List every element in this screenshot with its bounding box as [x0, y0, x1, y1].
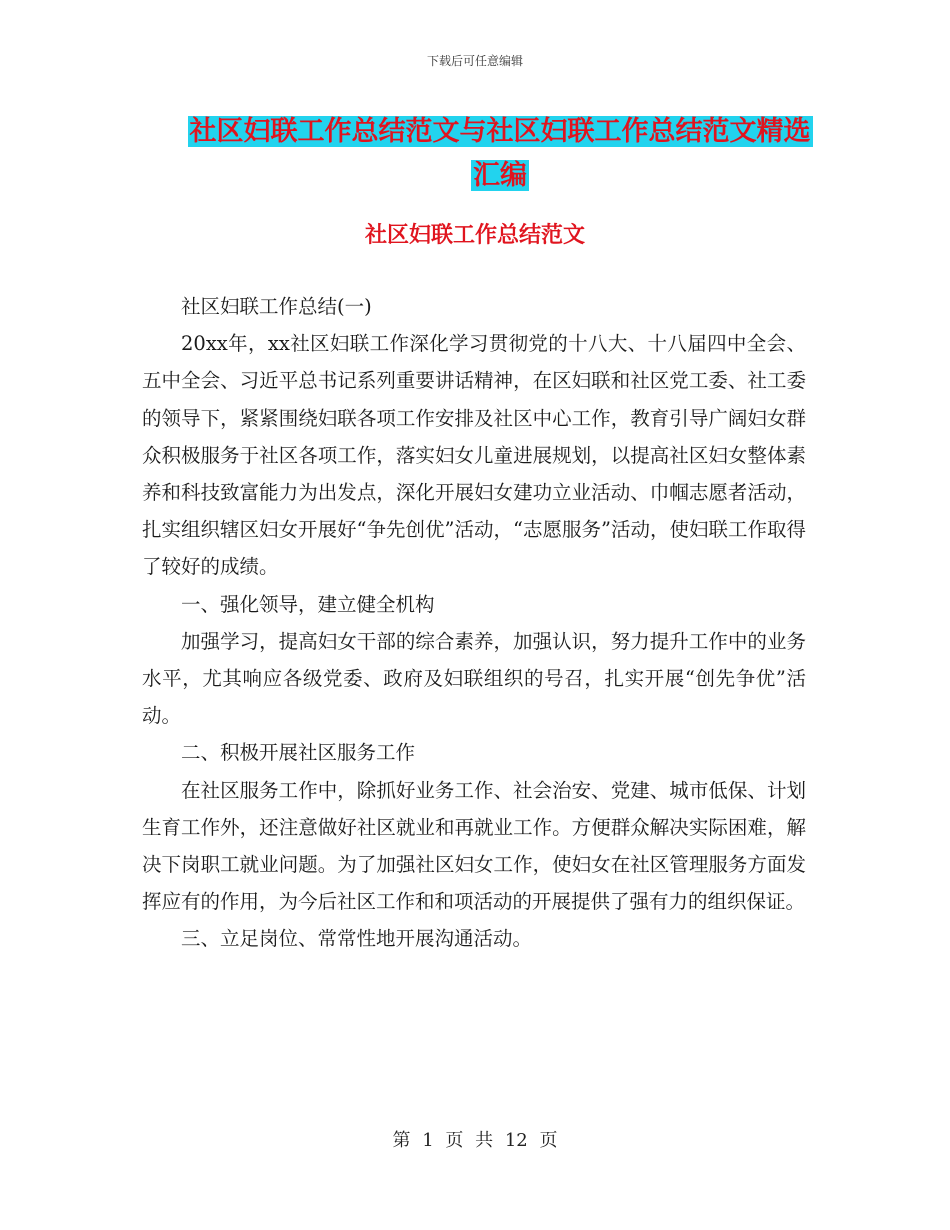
- document-title: [140, 110, 860, 198]
- heading-2: 二、积极开展社区服务工作: [181, 741, 416, 765]
- document-title-line1: 社区妇联工作总结范文与社区妇联工作总结范文精选: [189, 116, 811, 147]
- paragraph: 在社区服务工作中，除抓好业务工作、社会治安、党建、城市低保、计划生育工作外，还注意做好社区就业和再就业工作。方便群众解决实际困难，解决下岗职工就业问题。为了加强社区妇女工作，使妇女在社区管理服务方面发挥应有的作用，为今后社区工作和和项活动的开展提供了强有力的组织保证。: [142, 778, 806, 914]
- section-title: 社区妇联工作总结范文: [364, 222, 585, 248]
- document-title-line2: 汇编: [473, 160, 527, 191]
- paragraph: 加强学习，提高妇女干部的综合素养，加强认识，努力提升工作中的业务水平，尤其响应各级党委、政府及妇联组织的号召，扎实开展“创先争优”活动。: [142, 629, 806, 728]
- heading-1: 一、强化领导，建立健全机构: [181, 592, 435, 616]
- page-number: 第 1 页 共 12 页: [392, 1130, 558, 1151]
- document-body: [142, 288, 806, 958]
- paragraph: 社区妇联工作总结(一): [181, 295, 372, 318]
- heading-3: 三、立足岗位、常常性地开展沟通活动。: [181, 927, 533, 951]
- paragraph: 20xx年，xx社区妇联工作深化学习贯彻党的十八大、十八届四中全会、五中全会、习近平总书记系列重要讲话精神，在区妇联和社区党工委、社工委的领导下，紧紧围绕妇联各项工作安排及社区中心工作，教育引导广阔妇女群众积极服务于社区各项工作，落实妇女儿童进展规划，以提高社区妇女整体素养和科技致富能力为出发点，深化开展妇女建功立业活动、巾帼志愿者活动，扎实组织辖区妇女开展好“争先创优”活动，“志愿服务”活动，使妇联工作取得了较好的成绩。: [142, 332, 806, 579]
- header-note: 下载后可任意编辑: [426, 54, 523, 68]
